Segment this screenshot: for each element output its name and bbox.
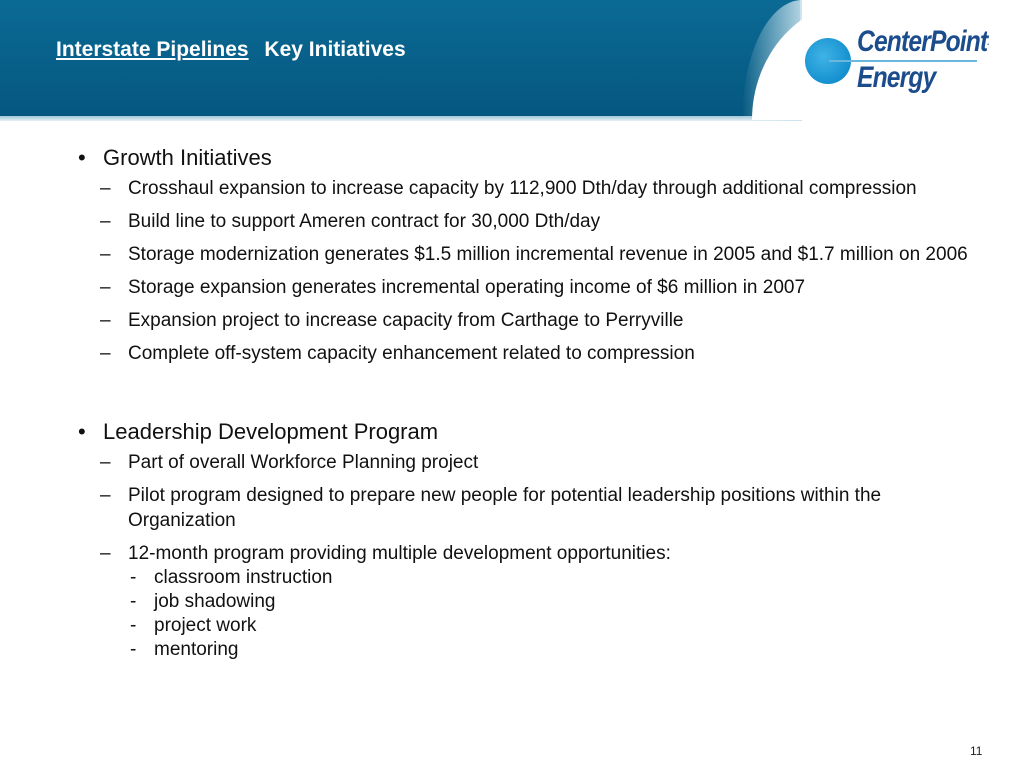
logo-line-2: Energy bbox=[857, 61, 936, 94]
section-heading-leadership bbox=[78, 417, 978, 447]
list-item bbox=[78, 541, 978, 662]
dash-mark: – bbox=[100, 452, 111, 473]
dash-mark: – bbox=[100, 244, 111, 265]
dash-mark: – bbox=[100, 178, 111, 199]
bullet-mark: • bbox=[78, 419, 86, 444]
list-item-text: Pilot program designed to prepare new people for potential leadership positions within the Organization bbox=[128, 485, 882, 531]
logo-trademark: . bbox=[987, 37, 990, 47]
list-item bbox=[78, 209, 978, 234]
opportunity-item bbox=[128, 614, 978, 638]
dash-mark: – bbox=[100, 277, 111, 298]
opportunity-item bbox=[128, 638, 978, 662]
header-shadow bbox=[0, 116, 800, 121]
title-text: Key Initiatives bbox=[264, 38, 406, 61]
opportunity-item bbox=[128, 566, 978, 590]
list-item-text: Part of overall Workforce Planning project bbox=[128, 452, 479, 473]
leadership-list bbox=[78, 450, 978, 662]
section-heading-text: Leadership Development Program bbox=[103, 419, 439, 444]
centerpoint-logo bbox=[805, 26, 1015, 104]
dash-mark: – bbox=[100, 543, 111, 564]
list-item bbox=[78, 275, 978, 300]
section-heading-text: Growth Initiatives bbox=[103, 145, 272, 170]
dash-mark: – bbox=[100, 485, 111, 506]
opportunities-list bbox=[128, 566, 978, 662]
growth-list bbox=[78, 176, 978, 366]
opportunity-text: job shadowing bbox=[154, 591, 276, 612]
list-item-text: Storage modernization generates $1.5 million incremental revenue in 2005 and $1.7 million on 2006 bbox=[128, 244, 968, 265]
hyphen-mark: - bbox=[130, 591, 137, 612]
hyphen-mark: - bbox=[130, 567, 137, 588]
opportunity-text: mentoring bbox=[154, 639, 239, 660]
section-spacer bbox=[78, 374, 978, 417]
page-number: 11 bbox=[970, 744, 983, 758]
list-item bbox=[78, 483, 978, 533]
list-item bbox=[78, 176, 978, 201]
hyphen-mark: - bbox=[130, 639, 137, 660]
dash-mark: – bbox=[100, 211, 111, 232]
list-item bbox=[78, 450, 978, 475]
dash-mark: – bbox=[100, 310, 111, 331]
opportunity-text: project work bbox=[154, 615, 257, 636]
list-item bbox=[78, 242, 978, 267]
title-link[interactable]: Interstate Pipelines bbox=[56, 38, 249, 61]
list-item bbox=[78, 341, 978, 366]
logo-wordmark bbox=[857, 24, 989, 96]
opportunity-item bbox=[128, 590, 978, 614]
list-item bbox=[78, 308, 978, 333]
dash-mark: – bbox=[100, 343, 111, 364]
slide-content bbox=[78, 143, 978, 670]
section-heading-growth bbox=[78, 143, 978, 173]
list-item-text: Storage expansion generates incremental operating income of $6 million in 2007 bbox=[128, 277, 806, 298]
slide-title bbox=[56, 38, 406, 62]
hyphen-mark: - bbox=[130, 615, 137, 636]
opportunity-text: classroom instruction bbox=[154, 567, 333, 588]
list-item-text: Build line to support Ameren contract for 30,000 Dth/day bbox=[128, 211, 601, 232]
list-item-text: Expansion project to increase capacity from Carthage to Perryville bbox=[128, 310, 684, 331]
bullet-mark: • bbox=[78, 145, 86, 170]
list-item-text: Crosshaul expansion to increase capacity by 112,900 Dth/day through additional compression bbox=[128, 178, 917, 199]
list-item-text: 12-month program providing multiple development opportunities: bbox=[128, 543, 671, 564]
list-item-text: Complete off-system capacity enhancement related to compression bbox=[128, 343, 695, 364]
logo-line-1: CenterPoint bbox=[857, 25, 988, 58]
